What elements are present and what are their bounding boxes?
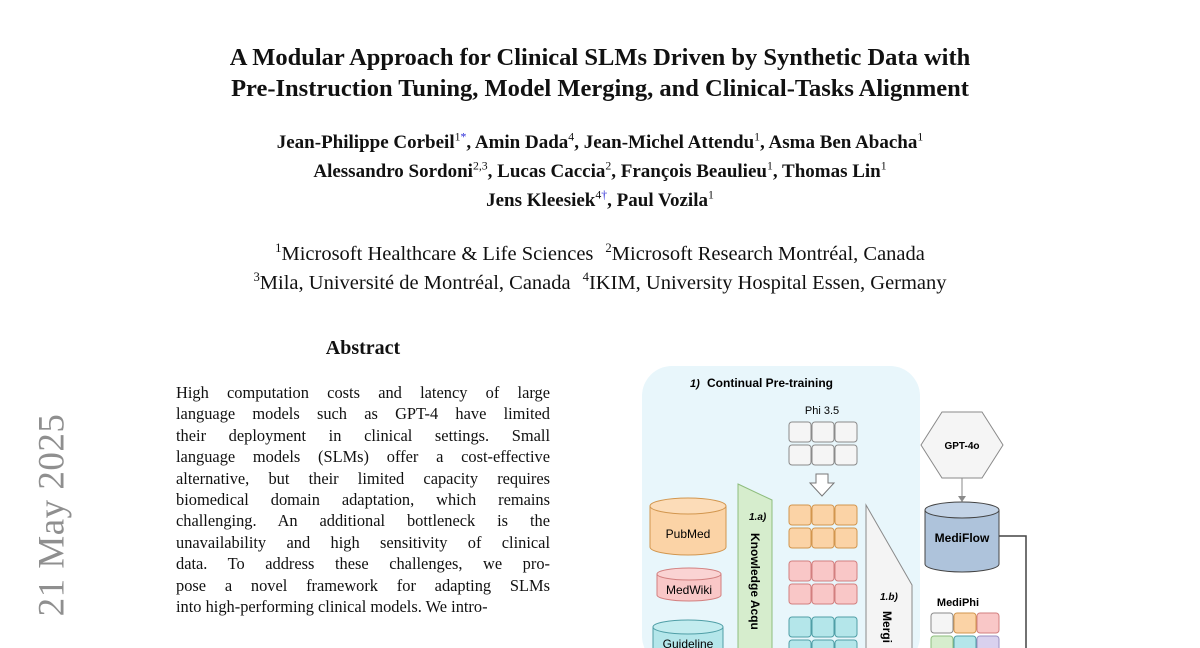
base-model-label: Phi 3.5 <box>804 405 840 417</box>
gpt4o-hexagon <box>921 412 1003 478</box>
author-name: Alessandro Sordoni <box>313 161 473 182</box>
abstract-line: their deployment in clinical settings. Small <box>176 425 550 445</box>
guideline-cylinder <box>653 620 723 648</box>
author-affil: 2,3 <box>472 159 488 173</box>
author-name: François Beaulieu <box>620 161 767 182</box>
method-overview-figure <box>620 355 1070 648</box>
author-name: Jean-Michel Attendu <box>583 132 755 153</box>
dataset-label: MedWiki <box>665 583 713 597</box>
author-name: Asma Ben Abacha <box>768 132 918 153</box>
mediphi-model-grid <box>931 613 999 648</box>
author-affil: 1 <box>766 159 773 173</box>
abstract-line: unavailability and high sensitivity of clinical <box>176 532 550 552</box>
affiliation: Microsoft Healthcare & Life Sciences <box>281 243 594 265</box>
knowledge-acquisition-label: Knowledge Acqu <box>748 533 762 630</box>
panel-title: Continual Pre-training <box>707 376 833 390</box>
abstract-body <box>176 382 550 617</box>
author-affil: 4 <box>568 130 575 144</box>
step-label: 1.a) <box>749 512 767 523</box>
author-affil: 1 <box>880 159 887 173</box>
teacher-model-label: GPT-4o <box>944 441 980 452</box>
author-affil: 2 <box>605 159 612 173</box>
author-affil: 1 <box>707 188 714 202</box>
teal-model-grid <box>789 617 857 648</box>
author-name: Lucas Caccia <box>497 161 606 182</box>
dataset-label: Guideline <box>662 637 714 648</box>
arxiv-date-stamp: 21 May 2025 <box>31 413 73 617</box>
affil-number: 3 <box>253 270 260 285</box>
author-name: Thomas Lin <box>782 161 881 182</box>
merging-label: Mergi <box>880 611 894 644</box>
abstract-line: High computation costs and latency of large <box>176 383 550 402</box>
author-line-3: Jens Kleesiek$^{4\dagger}$, Paul Vozila$^1$ <box>486 188 714 211</box>
step-label: 1.b) <box>880 592 898 603</box>
author-list <box>0 128 1200 215</box>
abstract-line: biomedical domain adaptation, which remains <box>176 489 550 509</box>
medwiki-cylinder <box>657 568 721 601</box>
affil-number: 1 <box>275 241 282 256</box>
mediflow-cylinder <box>925 502 999 572</box>
affil-number: 2 <box>605 241 612 256</box>
title-line-2: Pre-Instruction Tuning, Model Merging, and Clinical-Tasks Alignment <box>231 75 969 102</box>
author-affil: 1 <box>917 130 924 144</box>
author-name: Amin Dada <box>474 132 569 153</box>
abstract-heading: Abstract <box>325 337 401 359</box>
final-model-label: MediPhi <box>936 597 980 609</box>
title-line-1: A Modular Approach for Clinical SLMs Driven by Synthetic Data with <box>229 44 971 71</box>
paper-title <box>0 42 1200 104</box>
corresponding-mark: * <box>460 130 467 144</box>
affiliation-line-1 <box>0 240 1200 269</box>
abstract-line: into high-performing clinical models. We intro- <box>176 596 488 616</box>
synthetic-dataset-label: MediFlow <box>934 531 990 545</box>
affiliations <box>0 240 1200 298</box>
author-affil: 4 <box>595 188 602 202</box>
abstract-line: challenging. An additional bottleneck is the <box>176 511 550 531</box>
affil-number: 4 <box>582 270 589 285</box>
author-name: Jens Kleesiek <box>486 190 596 211</box>
affiliation: Mila, Université de Montréal, Canada <box>259 272 571 294</box>
panel-number: 1) <box>690 378 700 390</box>
abstract-line: language models such as GPT-4 have limited <box>176 404 550 424</box>
mediflow-connector-line <box>999 536 1026 648</box>
dataset-label: PubMed <box>665 527 711 541</box>
abstract-line: data. To address these challenges, we pro- <box>176 554 550 574</box>
author-line-1: Jean-Philippe Corbeil$^{1*}$, Amin Dada$^4$, Jean-Michel Attendu$^1$, Asma Ben Abacha$^1$ <box>276 130 924 153</box>
author-name: Paul Vozila <box>616 190 708 211</box>
equal-supervision-mark: † <box>601 188 608 202</box>
abstract-line: pose a novel framework for adapting SLMs <box>176 575 550 595</box>
author-affil: 1 <box>754 130 761 144</box>
pubmed-cylinder <box>650 498 726 555</box>
affiliation: Microsoft Research Montréal, Canada <box>611 243 925 265</box>
author-name: Jean-Philippe Corbeil <box>276 132 455 153</box>
affiliation: IKIM, University Hospital Essen, Germany <box>588 272 947 294</box>
arrow-head-icon <box>958 496 966 502</box>
author-line-2: Alessandro Sordoni$^{2,3}$, Lucas Caccia$^2$, François Beaulieu$^1$, Thomas Lin$^1$ <box>313 159 887 182</box>
affiliation-line-2 <box>0 269 1200 298</box>
abstract-line: alternative, but their limited capacity requires <box>176 468 550 488</box>
author-affil: 1 <box>454 130 461 144</box>
abstract-line: language models (SLMs) offer a cost-effective <box>176 447 550 467</box>
